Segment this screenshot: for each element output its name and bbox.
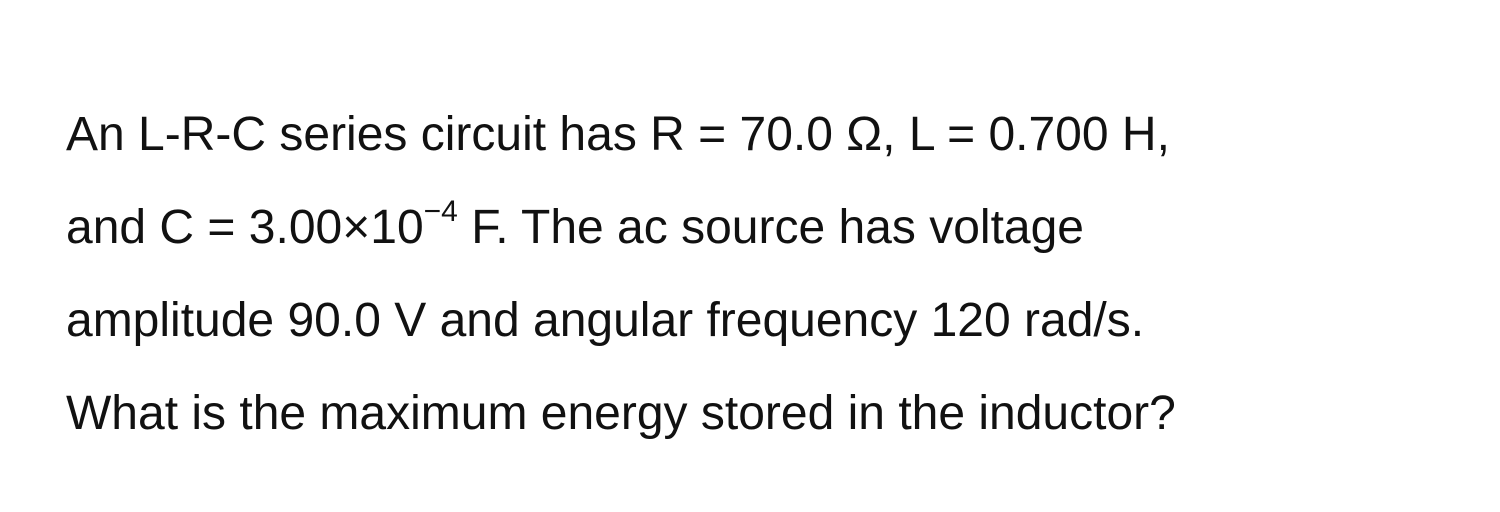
capacitance-exponent: −4 <box>423 195 458 228</box>
problem-question: What is the maximum energy stored in the inductor? <box>66 387 1176 440</box>
problem-line-2 <box>66 181 1466 274</box>
problem-line-3: amplitude 90.0 V and angular frequency 120 rad/s. <box>66 294 1145 347</box>
capacitance-text: and C = 3.00×10 <box>66 201 424 254</box>
problem-statement <box>66 88 1466 460</box>
problem-line-1: An L-R-C series circuit has R = 70.0 Ω, L = 0.700 H, <box>66 108 1170 161</box>
source-text: F. The ac source has voltage <box>457 201 1084 254</box>
